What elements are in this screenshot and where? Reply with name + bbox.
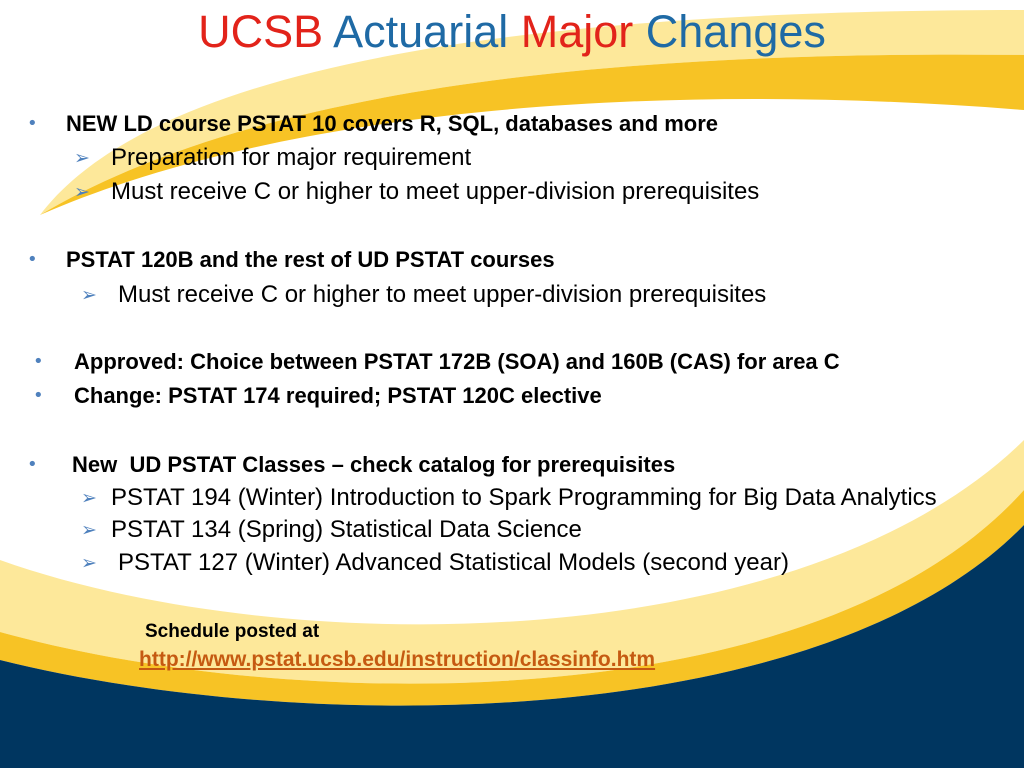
bullet-text: Change: PSTAT 174 required; PSTAT 120C elective bbox=[74, 383, 602, 408]
title-word: Actuarial bbox=[333, 6, 509, 57]
bullet-icon: • bbox=[27, 454, 38, 475]
bullet-item bbox=[0, 348, 1024, 376]
arrow-bullet-icon: ➢ bbox=[81, 284, 97, 306]
bullet-icon: • bbox=[33, 351, 44, 372]
arrow-bullet-icon: ➢ bbox=[81, 487, 97, 509]
subitem-text: Must receive C or higher to meet upper-division prerequisites bbox=[111, 178, 760, 205]
title-word: Changes bbox=[645, 6, 826, 57]
arrow-bullet-icon: ➢ bbox=[81, 519, 97, 541]
schedule-link[interactable]: http://www.pstat.ucsb.edu/instruction/classinfo.htm bbox=[139, 648, 656, 671]
subitem bbox=[0, 549, 1024, 577]
subitem-text: Must receive C or higher to meet upper-division prerequisites bbox=[118, 281, 767, 308]
bullet-text: Approved: Choice between PSTAT 172B (SOA) and 160B (CAS) for area C bbox=[74, 349, 840, 374]
arrow-bullet-icon: ➢ bbox=[81, 552, 97, 574]
subitem-text: PSTAT 134 (Spring) Statistical Data Science bbox=[111, 516, 582, 543]
bullet-icon: • bbox=[33, 385, 44, 406]
subitem-text: PSTAT 194 (Winter) Introduction to Spark Programming for Big Data Analytics bbox=[111, 484, 937, 511]
bullet-item bbox=[0, 451, 1024, 479]
bullet-item bbox=[0, 110, 1024, 138]
bullet-icon: • bbox=[27, 113, 38, 134]
bullet-text: New UD PSTAT Classes – check catalog for prerequisites bbox=[72, 452, 676, 477]
slide-title bbox=[0, 6, 1024, 58]
arrow-bullet-icon: ➢ bbox=[74, 181, 90, 203]
title-word: Major bbox=[520, 6, 634, 57]
subitem bbox=[0, 178, 1024, 206]
subitem bbox=[0, 516, 1024, 544]
arrow-bullet-icon: ➢ bbox=[74, 147, 90, 169]
bullet-item bbox=[0, 382, 1024, 410]
subitem-text: PSTAT 127 (Winter) Advanced Statistical Models (second year) bbox=[118, 549, 789, 576]
subitem bbox=[0, 281, 1024, 309]
bullet-icon: • bbox=[27, 249, 38, 270]
subitem bbox=[0, 144, 1024, 172]
title-word: UCSB bbox=[198, 6, 324, 57]
subitem bbox=[0, 484, 1024, 512]
subitem-text: Preparation for major requirement bbox=[111, 144, 472, 171]
bullet-text: NEW LD course PSTAT 10 covers R, SQL, databases and more bbox=[66, 111, 719, 136]
bullet-text: PSTAT 120B and the rest of UD PSTAT courses bbox=[66, 247, 555, 272]
schedule-label: Schedule posted at bbox=[145, 621, 320, 642]
bullet-item bbox=[0, 246, 1024, 274]
